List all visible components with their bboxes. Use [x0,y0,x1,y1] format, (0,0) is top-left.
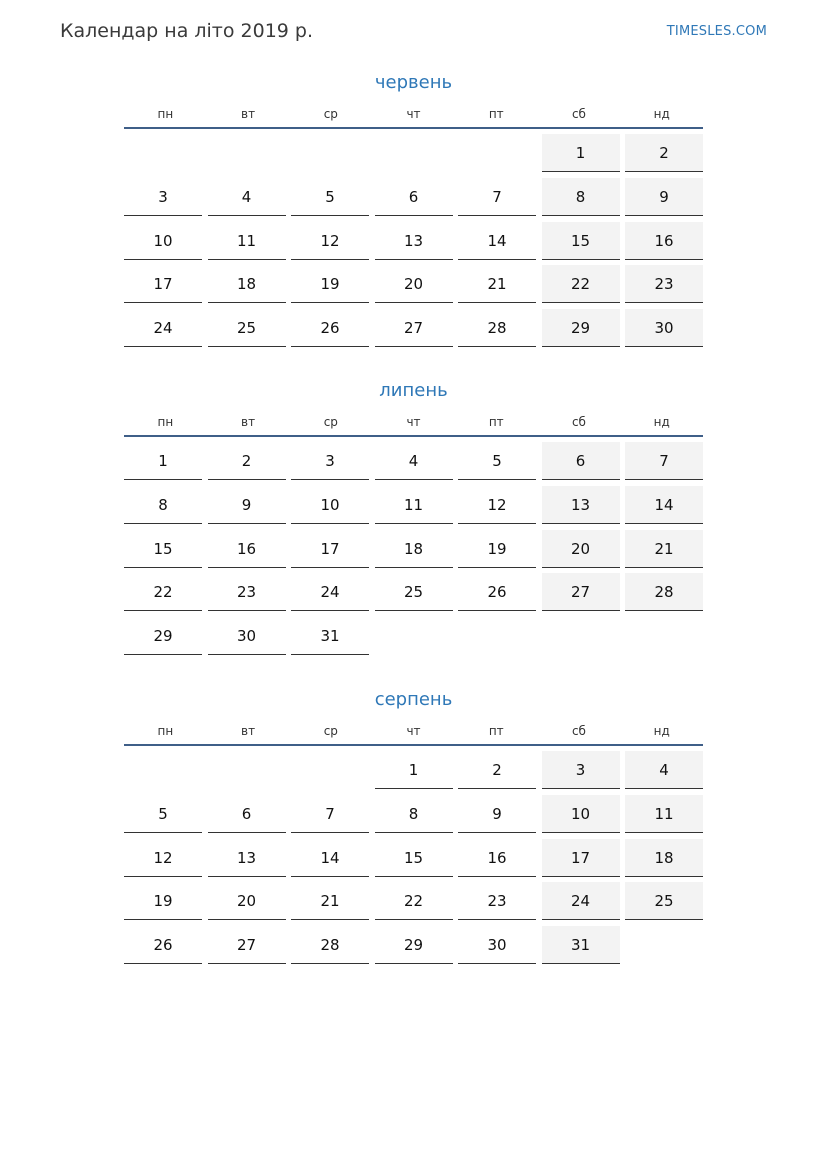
page-title: Календар на літо 2019 р. [60,20,314,42]
day-cell: 8 [124,486,202,524]
day-cell: 16 [458,839,536,877]
day-cell: 26 [124,926,202,964]
month-august [124,689,703,964]
empty-cell [124,134,202,172]
empty-cell [208,134,286,172]
day-cell: 18 [208,265,286,303]
day-cell: 6 [208,795,286,833]
day-cell: 4 [208,178,286,216]
day-cell: 14 [458,222,536,260]
empty-cell [291,751,369,789]
month-name: липень [379,380,448,401]
weekday-header [124,711,703,746]
day-cell: 12 [458,486,536,524]
day-grid [124,134,703,347]
day-cell: 22 [375,882,453,920]
day-cell: 2 [208,442,286,480]
day-cell: 28 [625,573,703,611]
day-cell: 4 [375,442,453,480]
day-cell: 29 [124,617,202,655]
weekday-label: нд [653,723,670,738]
day-cell: 17 [542,839,620,877]
month-july [124,380,703,655]
weekday-label: чт [406,723,421,738]
weekday-label: пт [488,414,504,429]
weekday-label: нд [653,106,670,121]
day-cell: 18 [375,530,453,568]
day-cell: 9 [458,795,536,833]
day-cell: 10 [291,486,369,524]
day-cell: 16 [208,530,286,568]
day-cell: 25 [208,309,286,347]
day-cell: 12 [124,839,202,877]
day-cell: 12 [291,222,369,260]
weekday-label: пн [157,723,174,738]
day-cell: 11 [625,795,703,833]
day-cell: 31 [542,926,620,964]
day-grid [124,442,703,655]
weekday-header [124,402,703,437]
day-cell: 9 [208,486,286,524]
day-cell: 4 [625,751,703,789]
day-cell: 23 [458,882,536,920]
day-cell: 28 [291,926,369,964]
day-cell: 7 [291,795,369,833]
site-link[interactable]: TIMESLES.COM [666,24,767,39]
day-cell: 3 [124,178,202,216]
day-cell: 29 [375,926,453,964]
weekday-label: ср [323,414,338,429]
weekday-label: пт [488,106,504,121]
day-cell: 25 [625,882,703,920]
day-cell: 10 [542,795,620,833]
day-cell: 26 [458,573,536,611]
day-cell: 16 [625,222,703,260]
weekday-label: ср [323,723,338,738]
day-cell: 20 [375,265,453,303]
empty-cell [124,751,202,789]
day-cell: 27 [208,926,286,964]
month-june [124,72,703,347]
day-cell: 31 [291,617,369,655]
month-name: серпень [374,689,453,710]
day-cell: 19 [291,265,369,303]
day-cell: 6 [542,442,620,480]
day-cell: 5 [291,178,369,216]
day-cell: 15 [375,839,453,877]
day-cell: 5 [458,442,536,480]
day-cell: 7 [458,178,536,216]
day-cell: 6 [375,178,453,216]
day-cell: 24 [542,882,620,920]
weekday-label: ср [323,106,338,121]
day-cell: 24 [124,309,202,347]
day-cell: 30 [458,926,536,964]
day-cell: 15 [542,222,620,260]
weekday-label: пн [157,106,174,121]
day-cell: 2 [458,751,536,789]
empty-cell [291,134,369,172]
day-cell: 8 [375,795,453,833]
day-cell: 13 [375,222,453,260]
day-cell: 5 [124,795,202,833]
day-cell: 20 [542,530,620,568]
day-cell: 22 [124,573,202,611]
day-cell: 3 [542,751,620,789]
day-cell: 23 [625,265,703,303]
day-cell: 13 [208,839,286,877]
day-cell: 21 [625,530,703,568]
day-cell: 26 [291,309,369,347]
weekday-label: пт [488,723,504,738]
day-cell: 27 [375,309,453,347]
day-cell: 27 [542,573,620,611]
day-cell: 3 [291,442,369,480]
day-cell: 1 [542,134,620,172]
day-cell: 1 [124,442,202,480]
day-cell: 11 [208,222,286,260]
day-cell: 17 [291,530,369,568]
day-cell: 11 [375,486,453,524]
day-cell: 7 [625,442,703,480]
weekday-label: вт [241,106,256,121]
empty-cell [208,751,286,789]
weekday-label: сб [571,414,586,429]
day-cell: 30 [208,617,286,655]
day-cell: 29 [542,309,620,347]
day-cell: 9 [625,178,703,216]
day-cell: 15 [124,530,202,568]
day-cell: 20 [208,882,286,920]
weekday-header [124,94,703,129]
day-cell: 2 [625,134,703,172]
day-cell: 14 [291,839,369,877]
day-cell: 19 [458,530,536,568]
weekday-label: сб [571,723,586,738]
day-grid [124,751,703,964]
weekday-label: сб [571,106,586,121]
weekday-label: чт [406,414,421,429]
day-cell: 19 [124,882,202,920]
day-cell: 14 [625,486,703,524]
day-cell: 21 [458,265,536,303]
day-cell: 10 [124,222,202,260]
empty-cell [458,134,536,172]
day-cell: 25 [375,573,453,611]
weekday-label: пн [157,414,174,429]
day-cell: 18 [625,839,703,877]
day-cell: 13 [542,486,620,524]
day-cell: 23 [208,573,286,611]
empty-cell [375,134,453,172]
weekday-label: нд [653,414,670,429]
day-cell: 28 [458,309,536,347]
day-cell: 1 [375,751,453,789]
weekday-label: вт [241,723,256,738]
day-cell: 24 [291,573,369,611]
weekday-label: чт [406,106,421,121]
day-cell: 30 [625,309,703,347]
weekday-label: вт [241,414,256,429]
month-name: червень [374,72,453,93]
day-cell: 22 [542,265,620,303]
day-cell: 8 [542,178,620,216]
day-cell: 17 [124,265,202,303]
day-cell: 21 [291,882,369,920]
